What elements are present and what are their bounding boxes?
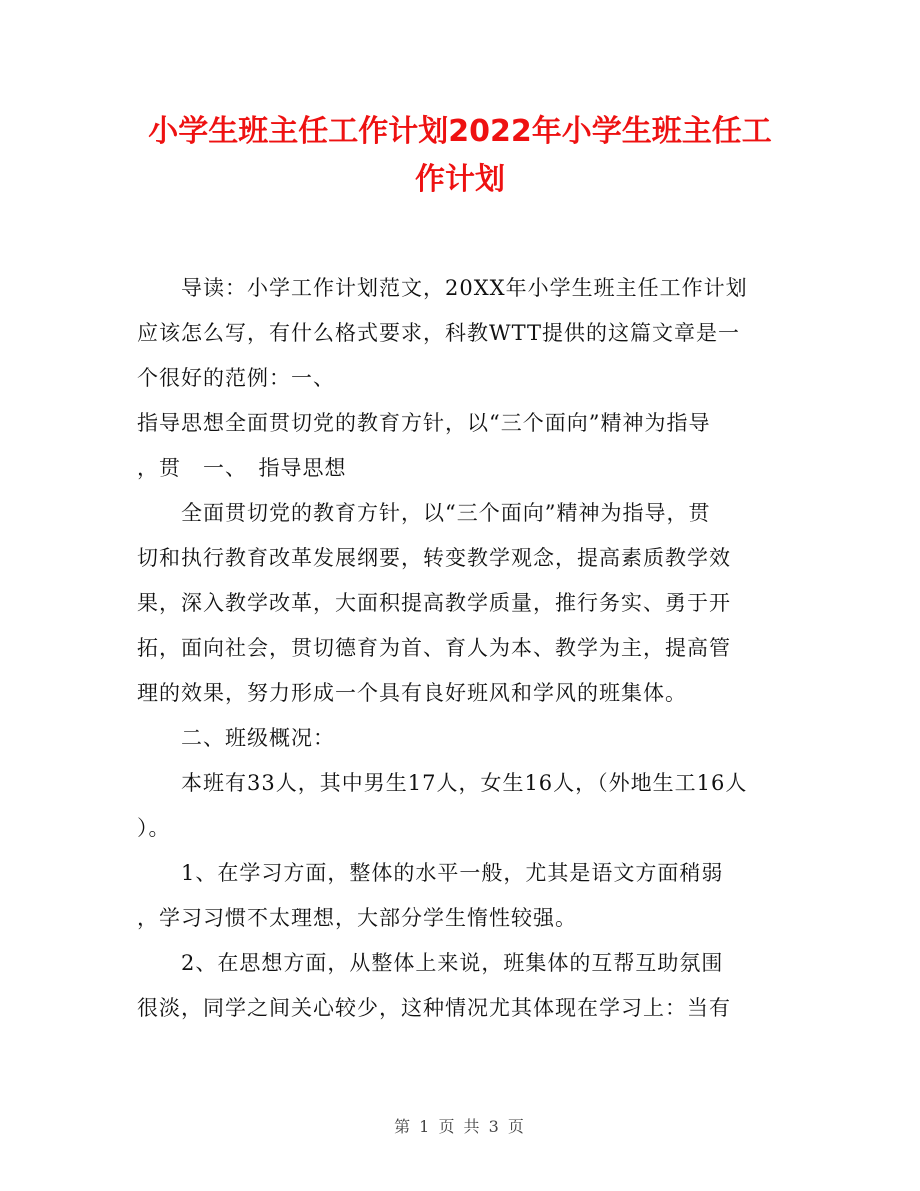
body-line: 个很好的范例：一、: [137, 366, 335, 390]
body-line: 拓，面向社会，贯切德育为首、育人为本、教学为主，提高管: [137, 636, 731, 660]
body-line: ，学习习惯不太理想，大部分学生惰性较强。: [137, 906, 577, 930]
title-line-1: 小学生班主任工作计划2022年小学生班主任工: [148, 114, 772, 149]
body-line: 应该怎么写，有什么格式要求，科教WTT提供的这篇文章是一: [137, 321, 740, 345]
document-title: [120, 108, 800, 204]
body-line: 理的效果，努力形成一个具有良好班风和学风的班集体。: [137, 681, 687, 705]
title-line-2: 作计划: [415, 162, 505, 197]
body-line: 指导思想全面贯切党的教育方针，以“三个面向”精神为指导: [137, 411, 711, 435]
body-line: 全面贯切党的教育方针，以“三个面向”精神为指导，贯: [137, 501, 711, 525]
body-line: 1、在学习方面，整体的水平一般，尤其是语文方面稍弱: [137, 861, 724, 885]
body-line: 导读：小学工作计划范文，20XX年小学生班主任工作计划: [137, 276, 748, 300]
body-line: 二、班级概况：: [137, 726, 335, 750]
body-line: ，贯 一、 指导思想: [137, 456, 347, 480]
body-line: 本班有33人，其中男生17人，女生16人，（外地生工16人: [137, 771, 748, 795]
body-line: 2、在思想方面，从整体上来说，班集体的互帮互助氛围: [137, 951, 724, 975]
body-line: 切和执行教育改革发展纲要，转变教学观念，提高素质教学效: [137, 546, 731, 570]
page-number-footer: 第 1 页 共 3 页: [394, 1117, 526, 1136]
document-body: [137, 266, 787, 1031]
body-line: ）。: [137, 816, 171, 840]
body-line: 果，深入教学改革，大面积提高教学质量，推行务实、勇于开: [137, 591, 731, 615]
body-line: 很淡，同学之间关心较少，这种情况尤其体现在学习上：当有: [137, 996, 731, 1020]
